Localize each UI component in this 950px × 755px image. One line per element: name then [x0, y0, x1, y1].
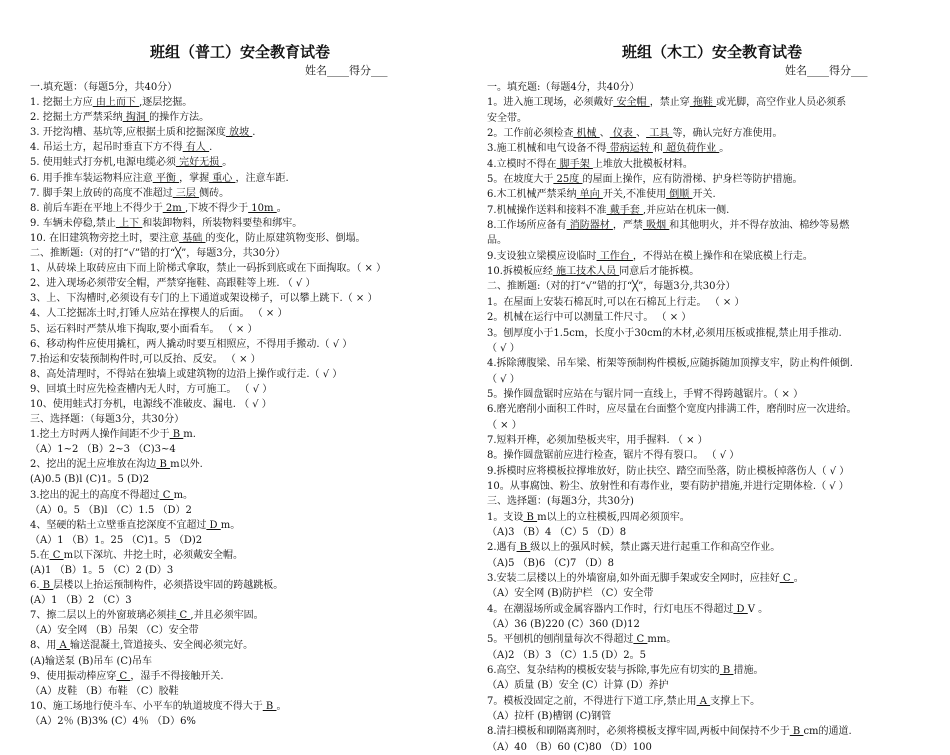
question-text: 4.拆除薄腹梁、吊车梁、桁架等预制构件模板,应随拆随加顶撑支牢，防止构件倾倒.	[487, 358, 853, 370]
question-line	[30, 563, 475, 578]
question-line	[487, 418, 932, 433]
question-text: （A)5 （B)6 （C)7 （D）8	[487, 557, 614, 569]
answer-blank: 倒顺	[666, 189, 693, 201]
question-line	[30, 291, 475, 306]
question-text: 2.遇有	[487, 542, 517, 554]
question-line	[487, 341, 932, 356]
answer-blank: B	[789, 726, 804, 738]
question-line	[30, 578, 475, 593]
question-list	[30, 80, 475, 729]
question-text: 一.填充题：（每题5分，共40分）	[30, 82, 178, 93]
question-text: 和其他明火，并不得存放油、棉纱等易燃	[669, 220, 850, 232]
answer-blank: D	[206, 519, 221, 531]
question-text: 二、推断题:（对的打“√”错的打“╳”，每题3分,共30分）	[487, 281, 736, 293]
question-text: mm。	[647, 634, 677, 646]
question-line	[30, 110, 475, 125]
question-line	[487, 740, 932, 755]
answer-blank: 消防器材	[566, 220, 613, 232]
question-line	[30, 518, 475, 533]
question-line	[30, 337, 475, 352]
answer-blank: 三层	[172, 187, 200, 199]
question-text: 7. 脚手架上放砖的高度不准超过	[30, 187, 173, 199]
question-text: 8、用	[30, 640, 57, 652]
question-text: 三、选择题：(每题3分，共30分)	[487, 496, 634, 508]
question-line	[487, 448, 932, 463]
question-line	[487, 479, 932, 494]
question-text: 一。填充题:（每题4分，共40分）	[487, 82, 640, 93]
question-line	[30, 714, 475, 729]
question-text: ，禁止穿	[649, 97, 690, 109]
question-text: 3.施工机械和电气设备不得	[487, 143, 607, 155]
question-line	[30, 503, 475, 518]
question-text: 和	[652, 143, 663, 155]
question-text: 9.支设独立梁模应设临时	[487, 250, 597, 262]
question-text: 7、擦二层以上的外窗玻璃必须挂	[30, 610, 177, 622]
question-line	[487, 648, 932, 663]
question-line	[487, 141, 932, 156]
answer-blank: 超负荷作业	[662, 143, 720, 155]
question-line	[30, 276, 475, 291]
question-text: 3.挖出的泥土的高度不得超过	[30, 489, 160, 501]
question-text: 9. 车辆未停稳,禁止	[30, 217, 116, 229]
question-text: (A)1 （B）1。5 （C）2 (D）3	[30, 565, 174, 576]
question-line	[30, 412, 475, 427]
answer-blank: C	[176, 610, 191, 622]
question-text: 3、上、下沟槽时,必须设有专门的上下通道或架设梯子，可以攀上跳下.（ × ）	[30, 293, 378, 305]
question-line	[30, 95, 475, 110]
question-text: ,并应站在机床一侧.	[642, 204, 730, 216]
question-line	[30, 699, 475, 714]
answer-blank: 单向	[576, 189, 603, 201]
answer-blank: 拖鞋	[689, 97, 717, 109]
question-text: （A）1~2 （B）2~3 （C)3~4	[30, 444, 176, 456]
question-text: 安全带	[487, 112, 517, 124]
question-line	[487, 111, 932, 126]
question-text: 6.木工机械严禁采纳	[487, 189, 577, 201]
answer-blank: C	[49, 549, 64, 561]
answer-blank: 有人	[182, 142, 210, 154]
question-line	[30, 201, 475, 216]
answer-blank: 重心	[209, 172, 236, 184]
page-title: 班组（木工）安全教育试卷	[622, 43, 803, 61]
question-text: （A）拉杆 (B)槽钢 (C)钢管	[487, 711, 612, 723]
answer-blank: D	[733, 603, 748, 615]
question-text: 2。机械在运行中可以测量工件尺寸。 （ × ）	[487, 312, 692, 324]
question-text: （ √ ）	[487, 342, 520, 354]
question-text: 。	[222, 157, 233, 169]
question-text: 5、运石料时严禁从堆下掏取,要小面看车。 （ × ）	[30, 323, 258, 335]
question-text: 、	[599, 128, 610, 140]
question-text: 8.清扫模板和刷隔离剂时，必须将模板支撑牢固,两板中间保持不少于	[487, 726, 790, 738]
question-line	[487, 157, 932, 172]
name-score-row: 姓名____得分___	[785, 64, 868, 77]
answer-blank: C	[633, 634, 648, 646]
question-text: 1。进入施工现场，必须戴好	[487, 97, 614, 109]
question-text: 2、进入现场必须带安全帽，严禁穿拖鞋、高跟鞋等上班. （ √ ）	[30, 278, 316, 290]
question-line	[487, 95, 932, 110]
question-text: .	[252, 127, 256, 139]
answer-blank: 机械	[573, 128, 600, 140]
question-line	[487, 510, 932, 525]
question-line	[30, 322, 475, 337]
question-text: 5.在	[30, 549, 50, 561]
question-text: 输送混凝土,管道接头、安全阀必须完好。	[69, 640, 254, 652]
question-text: （A）安全网 （B）吊架 （C）安全带	[30, 625, 199, 637]
question-text: m。	[220, 519, 241, 531]
question-text: 2. 挖掘土方严禁采纳	[30, 112, 123, 124]
question-text: 。	[276, 202, 287, 214]
answer-blank: 脚手架	[556, 158, 593, 170]
question-line	[30, 140, 475, 155]
question-text: 层楼以上抬运预制构件，必须搭设牢固的跨越跳板。	[53, 580, 284, 592]
question-text: （A）36 (B)220 (C）360 (D)12	[487, 619, 640, 631]
question-text: 10。从事腐蚀、粉尘、放射性和有毒作业，要有防护措施,并进行定期体检.（ √ ）	[487, 480, 849, 492]
answer-blank: C	[779, 573, 794, 584]
question-line	[30, 261, 475, 276]
question-line	[30, 382, 475, 397]
answer-blank: 基础	[179, 232, 206, 244]
question-line	[30, 216, 475, 231]
question-text: （A）2％ (B)3% (C）4％ （D）6%	[30, 715, 196, 727]
question-text: 1.挖土方时两人操作间距不少于	[30, 429, 170, 441]
question-text: 1. 挖掘土方应	[30, 97, 93, 109]
question-text: 1、从砖垛上取砖应由下而上阶梯式拿取，禁止一码拆到底或在下面掏取。（ × ）	[30, 263, 387, 275]
answer-blank: B	[169, 429, 184, 441]
question-line	[30, 186, 475, 201]
question-text: 开关.	[692, 189, 716, 201]
answer-blank: 工作台	[596, 250, 633, 262]
question-text: 5。操作圆盘锯时应站在与锯片同一直线上，手臂不得跨越锯片。（ × ）	[487, 388, 804, 400]
question-text: 8. 前后车距在平地上不得少于	[30, 202, 163, 214]
answer-blank: 上下	[115, 217, 143, 229]
question-text: ，湿手不得接触开关.	[130, 670, 224, 682]
question-text: 级以上的强风时候，禁止露天进行起重工作和高空作业。	[530, 542, 781, 554]
question-line	[30, 231, 475, 246]
question-text: ，掌握	[179, 172, 210, 184]
question-text: 7.短料开榫，必须加垫板夹牢，用手握料. （ × ）	[487, 434, 708, 446]
question-line	[487, 617, 932, 632]
question-line	[30, 457, 475, 472]
question-text: （A)2 （B）3 （C）1.5 (D）2。5	[487, 649, 646, 661]
page-title: 班组（普工）安全教育试卷	[150, 43, 331, 61]
answer-blank: B	[39, 580, 54, 592]
question-line	[487, 724, 932, 739]
question-text: （A）0。5 （B)l （C）1.5 （D）2	[30, 504, 192, 516]
question-line	[30, 246, 475, 261]
answer-blank: 放坡	[225, 127, 253, 139]
question-text: （A）质量 (B）安全 (C）计算 (D）养护	[487, 680, 669, 692]
question-text: m以上的立柱模板,四周必须顶牢。	[537, 511, 690, 523]
question-text: 。	[793, 573, 804, 584]
question-text: 或光脚，高空作业人员必须系	[716, 97, 847, 109]
question-line	[30, 155, 475, 170]
answer-blank: 由上而下	[92, 97, 140, 109]
question-line	[30, 367, 475, 382]
question-text: 10.拆模板应经	[487, 266, 553, 278]
question-line	[487, 525, 932, 540]
answer-blank: 10m	[248, 202, 277, 214]
question-text: (A）1 （B）2 （C）3	[30, 595, 132, 607]
question-line	[30, 548, 475, 563]
question-text: ，不得站在模上操作和在梁底模上行走。	[632, 250, 813, 262]
question-line	[487, 249, 932, 264]
question-text: 6.	[30, 580, 40, 592]
answer-blank: 戴手套	[606, 204, 643, 216]
question-text: 3. 开挖沟槽、基坑等,应根据土质和挖掘深度	[30, 127, 226, 139]
question-line	[30, 397, 475, 412]
question-text: 9.拆模时应将模板拉撑堆放好，防止扶空、踏空而坠落，防止模板掉落伤人（ √ ）	[487, 465, 850, 477]
question-text: 上堆放大批模板材料。	[592, 158, 693, 170]
question-text: ，注意车距.	[235, 172, 289, 184]
question-text: （ √ ）	[487, 373, 520, 385]
question-text: m。	[173, 489, 194, 501]
question-line	[487, 372, 932, 387]
question-text: ,逐层挖掘。	[139, 97, 193, 109]
question-line	[30, 427, 475, 442]
answer-blank: 安全帽	[613, 97, 650, 109]
question-line	[30, 608, 475, 623]
question-text: 。	[517, 112, 527, 124]
question-line	[30, 623, 475, 638]
question-line	[487, 586, 932, 601]
question-line	[30, 306, 475, 321]
question-text: （A）1 （B）1。25 （C)1。5 （D)2	[30, 534, 203, 546]
question-text: 4、坚硬的粘土立壁垂直挖深度不宜超过	[30, 519, 207, 531]
question-line	[487, 203, 932, 218]
question-line	[487, 356, 932, 371]
question-text: 10. 在旧建筑物旁挖土时，要注意	[30, 232, 180, 244]
question-line	[487, 602, 932, 617]
question-text: m以外.	[170, 459, 203, 471]
question-line	[487, 310, 932, 325]
question-line	[30, 171, 475, 186]
question-text: m.	[183, 429, 196, 441]
question-line	[487, 433, 932, 448]
question-line	[30, 442, 475, 457]
question-text: 2。工作前必须检查	[487, 128, 574, 140]
question-text: 6.高空、复杂结构的模板安装与拆除,事先应有切实的	[487, 665, 720, 677]
question-line	[30, 472, 475, 487]
question-text: （A）皮鞋 （B）布鞋 （C）胶鞋	[30, 685, 179, 697]
question-text: 和装卸物料，所装物料要垫和绑牢。	[142, 217, 303, 229]
answer-blank: B	[719, 665, 734, 677]
answer-blank: C	[159, 489, 174, 501]
answer-blank: A	[56, 640, 70, 652]
question-line	[487, 295, 932, 310]
answer-blank: 掏洞	[122, 112, 150, 124]
question-line	[487, 126, 932, 141]
name-score-row: 姓名____得分___	[305, 64, 388, 77]
question-text: 的屋面上操作，应有防滑梯、护身栏等防护措施。	[582, 174, 803, 186]
question-text: 措施。	[733, 665, 764, 677]
question-text: 6. 用手推车装运物料应注意	[30, 172, 153, 184]
question-text: 4、人工挖掘冻土时,打锤人应站在撑楔人的后面。 （ × ）	[30, 308, 288, 320]
question-line	[487, 709, 932, 724]
question-line	[487, 233, 932, 248]
question-text: 。	[719, 143, 730, 155]
question-line	[487, 326, 932, 341]
question-list	[487, 80, 932, 755]
question-text: 三、选择题：（每题3分，共30分）	[30, 414, 185, 426]
question-line	[487, 218, 932, 233]
answer-blank: 2m	[162, 202, 185, 214]
question-line	[487, 571, 932, 586]
question-text: m以下深坑、井挖土时，必须戴安全帽。	[63, 549, 244, 561]
question-text: V 。	[747, 603, 769, 615]
question-text: （A）40 （B）60 (C)80 （D）100	[487, 741, 652, 753]
question-text: 8.工作场所应备有	[487, 220, 567, 232]
question-line	[487, 387, 932, 402]
answer-blank: 施工技术人员	[552, 266, 620, 278]
question-text: 7。模板没固定之前，不得进行下道工序,禁止用	[487, 695, 697, 707]
answer-blank: A	[696, 695, 711, 707]
answer-blank: 工具	[646, 128, 673, 140]
question-text: （A）安全网 (B)防护栏 （C）安全带	[487, 588, 654, 600]
question-text: 1。支设	[487, 511, 524, 523]
question-text: 9、使用振动棒应穿	[30, 670, 117, 682]
answer-blank: B	[262, 700, 277, 712]
question-text: (A)0.5 (B)l (C)1。5 (D)2	[30, 474, 150, 486]
question-text: （ × ）	[487, 419, 522, 431]
question-text: .	[209, 142, 213, 154]
question-text: (A)输送泵 (B)吊车 (C)吊车	[30, 655, 152, 667]
question-text: 3.安装二层楼以上的外墙窗扇,如外面无脚手架或安全网时，应挂好	[487, 573, 780, 584]
question-line	[487, 402, 932, 417]
question-text: 9、回填土时应先检查槽内无人时，方可施工。 （ √ ）	[30, 383, 273, 395]
question-text: 二、推断题:（对的打“√”错的打“╳”，每题3分，共30分）	[30, 248, 286, 260]
answer-blank: 25度	[553, 174, 583, 186]
question-line	[487, 678, 932, 693]
question-line	[487, 172, 932, 187]
answer-blank: B	[523, 511, 538, 523]
question-text: 10、使用蛙式打夯机，电源线不准破皮、漏电. （ √ ）	[30, 398, 272, 410]
question-text: 4.立模时不得在	[487, 158, 557, 170]
question-text: 7.机械操作送料和接料不准	[487, 204, 607, 216]
question-line	[30, 684, 475, 699]
question-line	[487, 187, 932, 202]
question-line	[487, 80, 932, 95]
question-line	[487, 264, 932, 279]
question-text: 3。刨厚度小于1.5cm，长度小于30cm的木材,必须用压板或推棍,禁止用手推动.	[487, 327, 842, 339]
question-line	[30, 638, 475, 653]
question-text: 4. 吊运土方，起吊时垂直下方不得	[30, 142, 183, 154]
question-text: 7.抬运和安装预制构件时,可以反抬、反安。 （ × ）	[30, 353, 261, 365]
question-text: 8。操作圆盘锯前应进行检查，锯片不得有裂口。 （ √ ）	[487, 450, 740, 462]
answer-blank: 带病运转	[606, 143, 653, 155]
question-text: 4。在潮湿场所或金属容器内工作时，行灯电压不得超过	[487, 603, 734, 615]
question-text: （A)3 （B）4 （C）5 （D）8	[487, 526, 627, 538]
question-line	[30, 488, 475, 503]
question-text: ，严禁	[612, 220, 643, 232]
answer-blank: 吸烟	[642, 220, 670, 232]
question-line	[487, 663, 932, 678]
question-text: 侧砖。	[199, 187, 230, 199]
question-text: 5。在坡度大于	[487, 174, 554, 186]
question-text: 6.磨光磨削小面积工件时，应尽量在台面整个宽度内排满工件，磨削时应一次进给。	[487, 404, 857, 416]
question-text: 、	[636, 128, 647, 140]
answer-blank: 完好无损	[175, 157, 223, 169]
question-text: 6、移动构件应使用撬杠，两人撬动时要互相照应，不得用手搬动.（ √ ）	[30, 338, 353, 350]
question-text: 支撑上下。	[710, 695, 761, 707]
question-line	[487, 464, 932, 479]
question-line	[30, 352, 475, 367]
answer-blank: B	[156, 459, 171, 471]
question-line	[30, 654, 475, 669]
question-text: 2、挖出的泥土应堆放在沟边	[30, 459, 157, 471]
question-line	[30, 593, 475, 608]
question-line	[487, 556, 932, 571]
question-line	[30, 80, 475, 95]
question-text: 的变化，防止原建筑物变形、倒塌。	[205, 232, 366, 244]
question-line	[487, 540, 932, 555]
question-line	[30, 533, 475, 548]
question-text: 。	[276, 700, 287, 712]
question-text: 等，确认完好方准使用。	[672, 128, 783, 140]
question-line	[30, 125, 475, 140]
question-text: ,并且必须牢固。	[190, 610, 264, 622]
question-line	[487, 632, 932, 647]
question-text: 的操作方法。	[149, 112, 210, 124]
question-line	[487, 279, 932, 294]
question-text: cm的通道.	[803, 726, 852, 738]
question-text: 品。	[487, 235, 507, 247]
answer-blank: B	[516, 542, 531, 554]
question-text: 1。在屋面上安装石棉瓦时,可以在石棉瓦上行走。 （ × ）	[487, 296, 745, 308]
question-line	[487, 494, 932, 509]
question-line	[487, 694, 932, 709]
answer-blank: 仪表	[609, 128, 637, 140]
answer-blank: 平衡	[152, 172, 180, 184]
question-text: 8、高处清理时，不得站在独墙上或建筑物的边沿上操作或行走.（ √ ）	[30, 368, 343, 380]
question-text: 开关,不准使用	[602, 189, 667, 201]
question-text: 5. 使用蛙式打夯机,电源电缆必须	[30, 157, 176, 169]
question-text: 同意后才能拆模。	[619, 266, 700, 278]
question-text: ,下坡不得少于	[184, 202, 249, 214]
answer-blank: C	[116, 670, 131, 682]
question-text: 5。平刨机的刨削量每次不得超过	[487, 634, 634, 646]
question-line	[30, 669, 475, 684]
question-text: 10、施工场地行使斗车、小平车的轨道坡度不得大于	[30, 700, 263, 712]
